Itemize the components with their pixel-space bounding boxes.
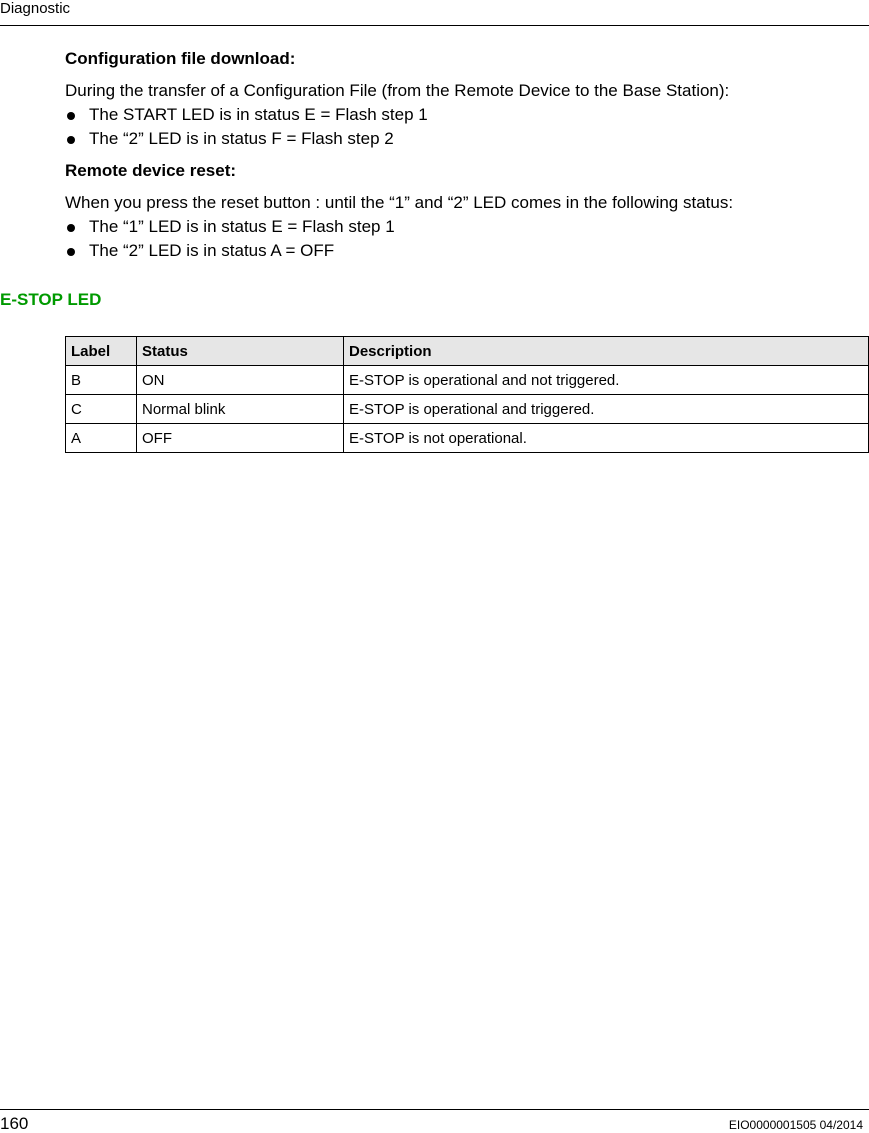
main-content — [65, 49, 865, 265]
bullet-icon — [67, 224, 75, 232]
cell-description: E-STOP is operational and not triggered. — [344, 366, 869, 395]
estop-section-title: E-STOP LED — [0, 290, 102, 309]
config-download-list — [65, 105, 865, 149]
running-header: Diagnostic — [0, 0, 71, 17]
table-row — [66, 395, 869, 424]
list-item-text: The “2” LED is in status A = OFF — [89, 241, 335, 260]
config-download-intro: During the transfer of a Configuration File (from the Remote Device to the Base Station): — [65, 81, 730, 100]
header-rule — [0, 25, 869, 26]
cell-label: C — [66, 395, 137, 424]
bullet-icon — [67, 112, 75, 120]
remote-reset-list — [65, 217, 865, 261]
cell-label: B — [66, 366, 137, 395]
column-header-status: Status — [137, 337, 344, 366]
footer-rule — [0, 1109, 869, 1110]
table-header-row — [66, 337, 869, 366]
remote-reset-intro: When you press the reset button : until the “1” and “2” LED comes in the following status: — [65, 193, 734, 212]
cell-status: Normal blink — [137, 395, 344, 424]
list-item — [65, 217, 865, 237]
table-row — [66, 424, 869, 453]
bullet-icon — [67, 248, 75, 256]
list-item — [65, 129, 865, 149]
column-header-description: Description — [344, 337, 869, 366]
table-row — [66, 366, 869, 395]
cell-description: E-STOP is operational and triggered. — [344, 395, 869, 424]
list-item-text: The “1” LED is in status E = Flash step 1 — [89, 217, 395, 236]
list-item — [65, 241, 865, 261]
estop-led-table — [65, 336, 869, 453]
column-header-label: Label — [66, 337, 137, 366]
remote-reset-heading: Remote device reset: — [65, 161, 237, 180]
config-download-heading: Configuration file download: — [65, 49, 296, 68]
cell-label: A — [66, 424, 137, 453]
cell-status: ON — [137, 366, 344, 395]
page-number: 160 — [0, 1114, 29, 1133]
bullet-icon — [67, 136, 75, 144]
list-item-text: The START LED is in status E = Flash step 1 — [89, 105, 428, 124]
cell-description: E-STOP is not operational. — [344, 424, 869, 453]
cell-status: OFF — [137, 424, 344, 453]
document-reference: EIO0000001505 04/2014 — [728, 1118, 863, 1132]
list-item-text: The “2” LED is in status F = Flash step 2 — [89, 129, 394, 148]
list-item — [65, 105, 865, 125]
